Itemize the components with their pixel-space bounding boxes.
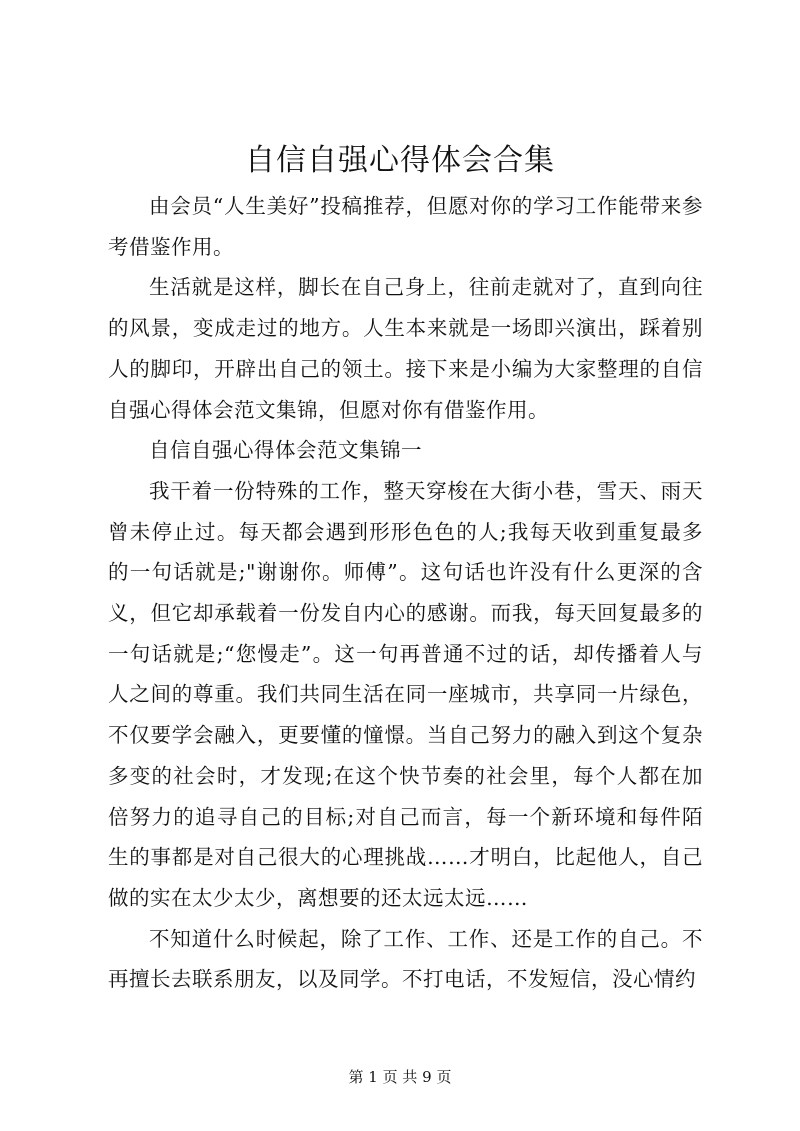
paragraph-intro: 由会员“人生美好”投稿推荐，但愿对你的学习工作能带来参考借鉴作用。 xyxy=(108,194,703,259)
paragraph-body-2: 不知道什么时候起，除了工作、工作、还是工作的自己。不再擅长去联系朋友，以及同学。不打电话，不发短信，没心情约 xyxy=(108,926,703,992)
document-title: 自信自强心得体会合集 xyxy=(245,143,555,178)
paragraph-body-1: 我干着一份特殊的工作，整天穿梭在大街小巷，雪天、雨天曾未停止过。每天都会遇到形形色色的人;我每天收到重复最多的一句话就是;"谢谢你。师傅”。这句话也许没有什么更深的含义，但它却承载着一份发自内心的感谢。而我，每天回复最多的一句话就是;“您慢走”。这一句再普通不过的话，却传播着人与人之间的尊重。我们共同生活在同一座城市，共享同一片绿色，不仅要学会融入，更要懂的憧憬。当自己努力的融入到这个复杂多变的社会时，才发现;在这个快节奏的社会里，每个人都在加倍努力的追寻自己的目标;对自己而言，每一个新环境和每件陌生的事都是对自己很大的心理挑战……才明白，比起他人，自己做的实在太少太少，离想要的还太远太远…… xyxy=(108,478,703,910)
section-heading: 自信自强心得体会范文集锦一 xyxy=(149,438,422,463)
page-footer: 第 1 页 共 9 页 xyxy=(348,1068,452,1086)
paragraph-preface: 生活就是这样，脚长在自己身上，往前走就对了，直到向往的风景，变成走过的地方。人生本来就是一场即兴演出，踩着别人的脚印，开辟出自己的领土。接下来是小编为大家整理的自信自强心得体会范文集锦，但愿对你有借鉴作用。 xyxy=(108,275,703,422)
document-body xyxy=(108,186,703,1000)
